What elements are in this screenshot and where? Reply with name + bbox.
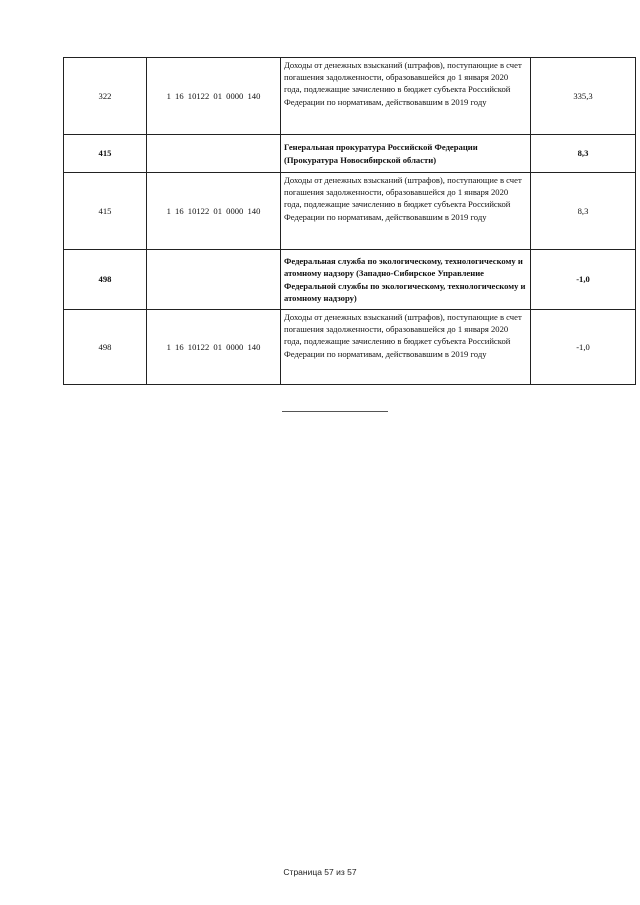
sum-cell: -1,0 [531,250,636,310]
page-number-footer: Страница 57 из 57 [283,867,357,877]
budget-code-cell: 1 16 10122 01 0000 140 [147,173,281,250]
admin-code-cell: 498 [64,250,147,310]
admin-code-cell: 415 [64,173,147,250]
description-cell: Доходы от денежных взысканий (штрафов), поступающие в счет погашения задолженности, образовавшейся до 1 января 2020 года, подлежащие зачислению в бюджет субъекта Российской Федерации по нормативам, действовавшим в 2019 году [281,310,531,385]
sum-cell: 8,3 [531,173,636,250]
end-divider-line [282,411,388,412]
admin-code-cell: 498 [64,310,147,385]
budget-code-cell: 1 16 10122 01 0000 140 [147,310,281,385]
table-row-heading [64,135,636,173]
description-cell: Доходы от денежных взысканий (штрафов), поступающие в счет погашения задолженности, образовавшейся до 1 января 2020 года, подлежащие зачислению в бюджет субъекта Российской Федерации по нормативам, действовавшим в 2019 году [281,173,531,250]
budget-code-cell [147,250,281,310]
sum-cell: 335,3 [531,58,636,135]
table-row [64,58,636,135]
budget-code-cell: 1 16 10122 01 0000 140 [147,58,281,135]
administrator-name-cell: Федеральная служба по экологическому, технологическому и атомному надзору (Западно-Сибирское Управление Федеральной службы по экологическому, технологическому и атомному надзору) [281,250,531,310]
sum-cell: 8,3 [531,135,636,173]
sum-cell: -1,0 [531,310,636,385]
administrator-name-cell: Генеральная прокуратура Российской Федерации (Прокуратура Новосибирской области) [281,135,531,173]
revenue-table [63,57,636,385]
table-row-heading [64,250,636,310]
table-row [64,310,636,385]
admin-code-cell: 415 [64,135,147,173]
description-cell: Доходы от денежных взысканий (штрафов), поступающие в счет погашения задолженности, образовавшейся до 1 января 2020 года, подлежащие зачислению в бюджет субъекта Российской Федерации по нормативам, действовавшим в 2019 году [281,58,531,135]
budget-code-cell [147,135,281,173]
table-row [64,173,636,250]
admin-code-cell: 322 [64,58,147,135]
